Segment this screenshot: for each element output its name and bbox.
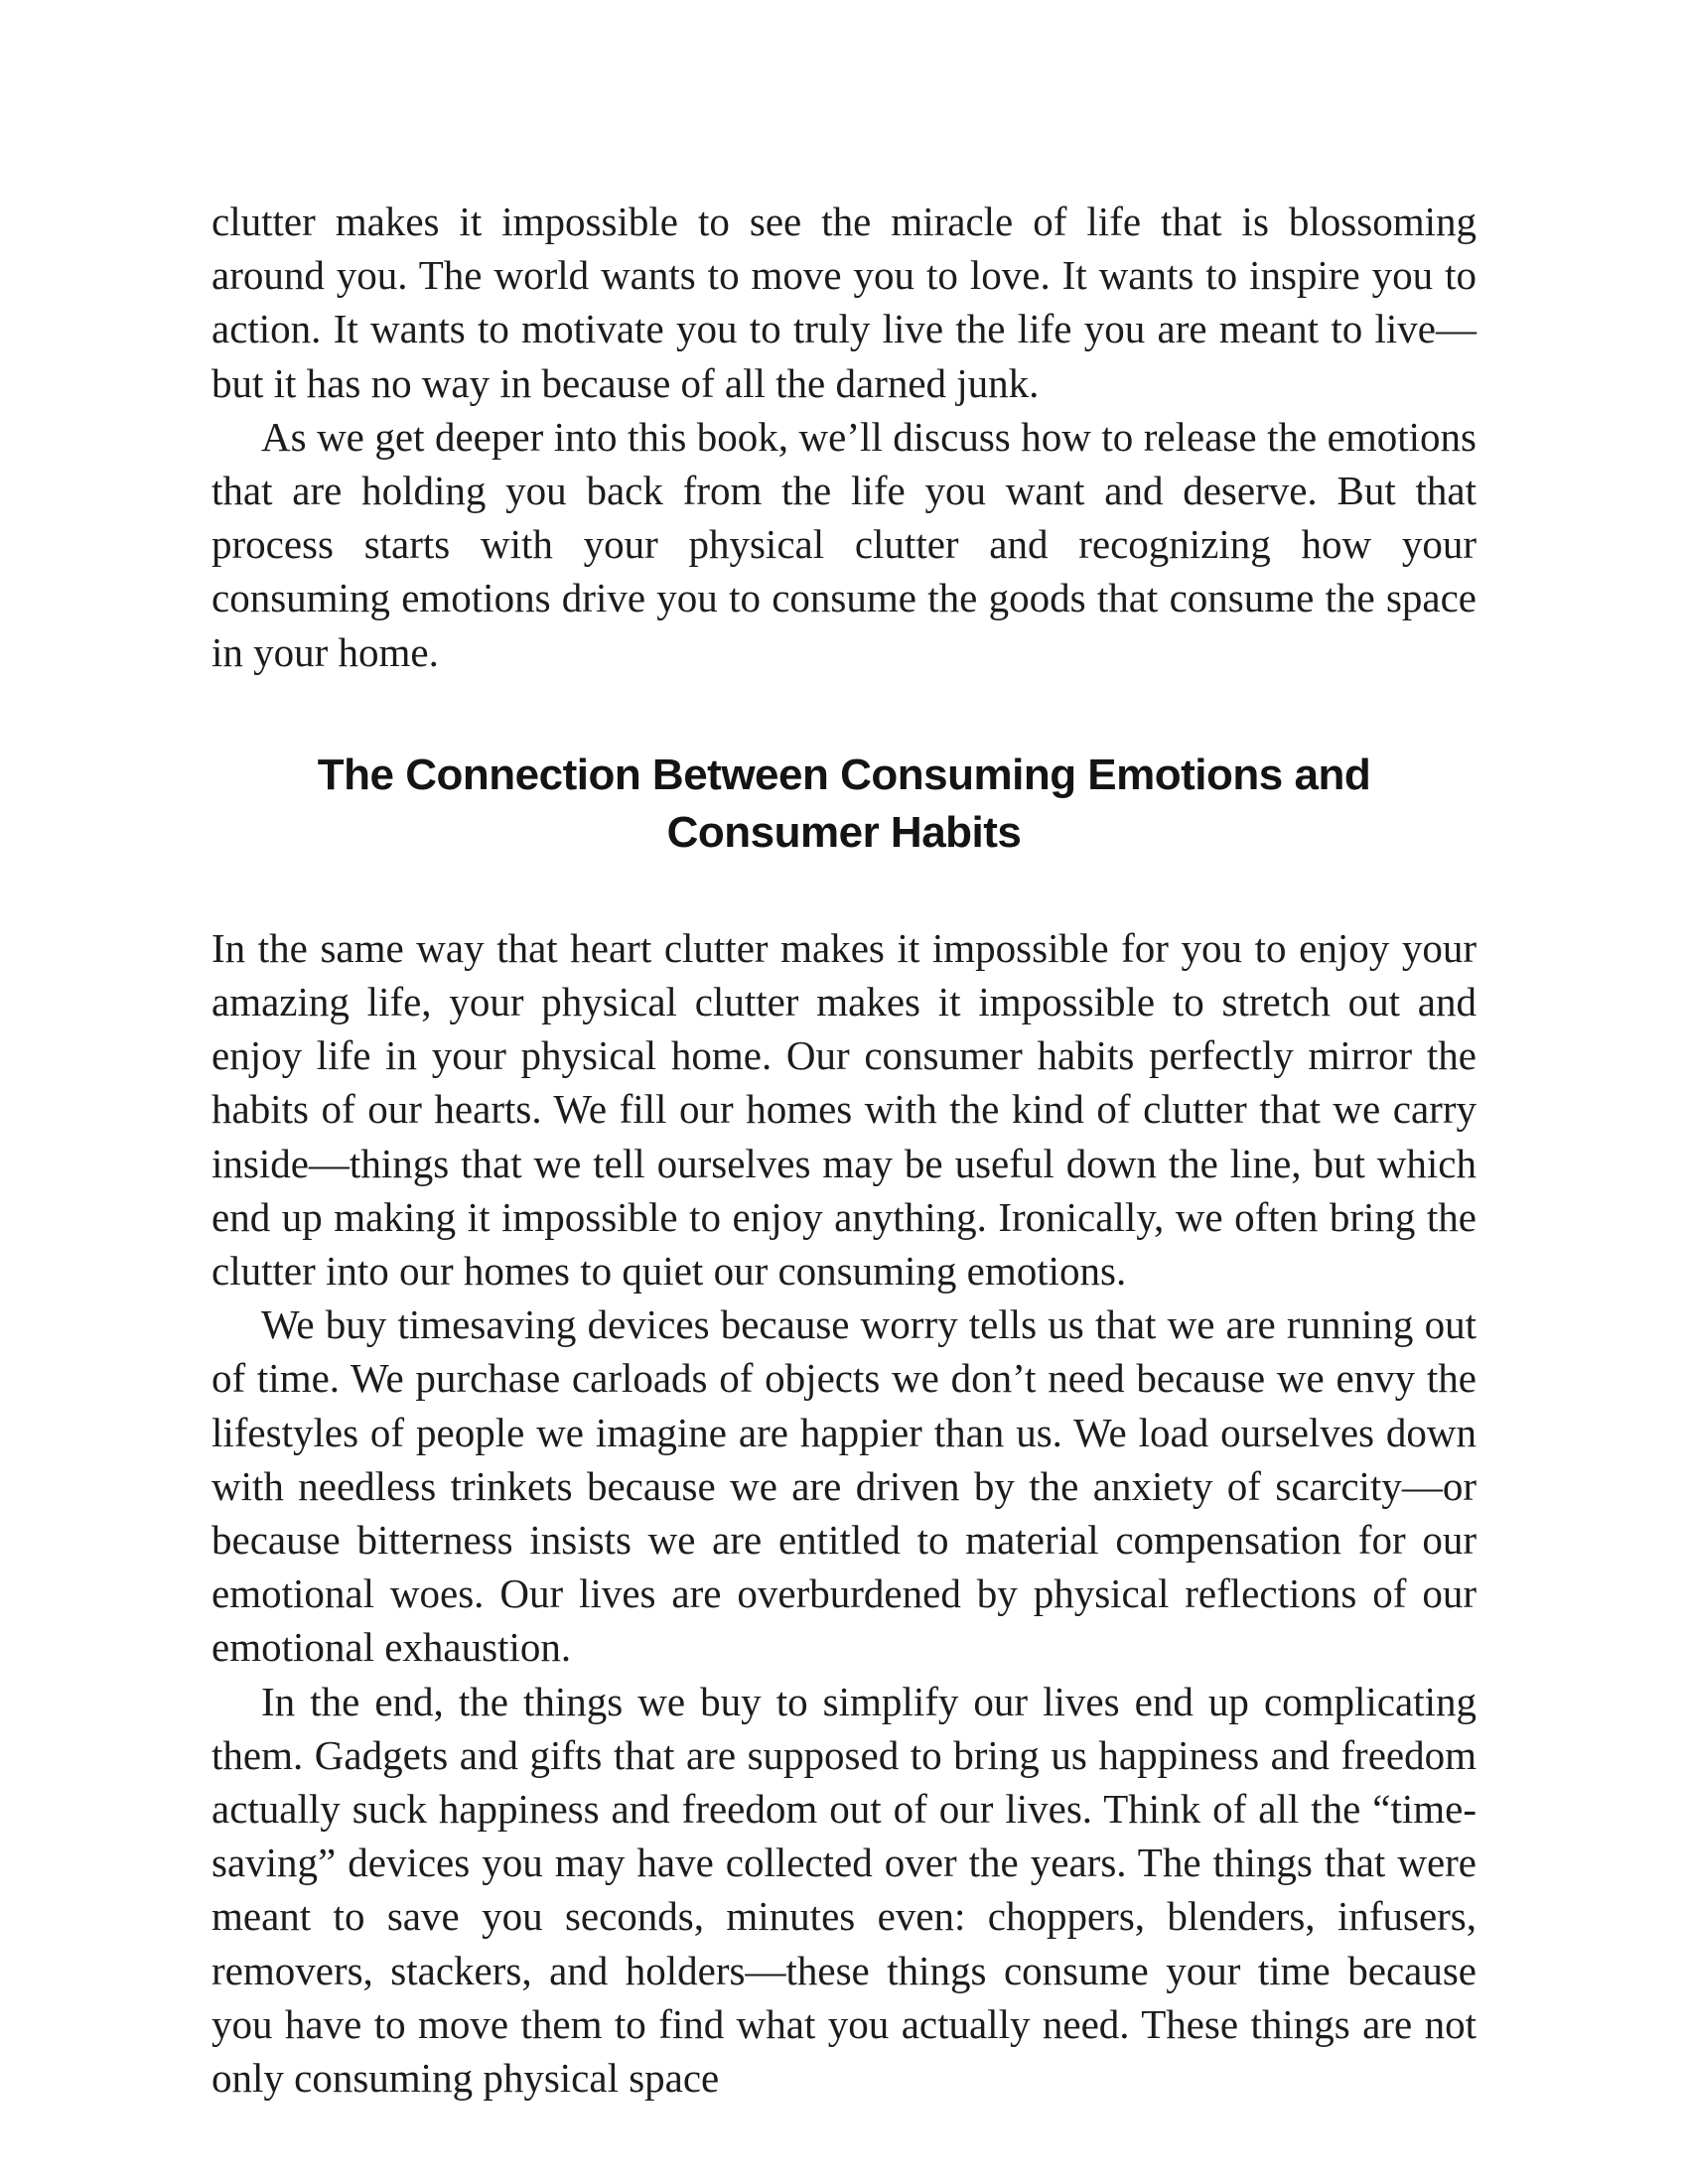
section-heading: The Connection Between Consuming Emotions and Consumer Habits xyxy=(317,750,1371,857)
book-page xyxy=(211,195,1477,2105)
paragraph-in-the-end: In the end, the things we buy to simplify our lives end up complicating them. Gadgets and gifts that are supposed to bring us happiness and freedom actually suck happiness and freedom out of our lives. Think of all the “time-saving” devices you may have collected over the years. The things that were meant to save you seconds, minutes even: choppers, blenders, infusers, removers, stackers, and holders—these things consume your time because you have to move them to find what you actually need. These things are not only consuming physical space xyxy=(211,1678,1477,2102)
paragraph-release-emotions: As we get deeper into this book, we’ll discuss how to release the emotions that are holding you back from the life you want and deserve. But that process starts with your physical clutter and recognizing how your consuming emotions drive you to consume the goods that consume the space in your home. xyxy=(211,413,1477,675)
paragraph-continuation: clutter makes it impossible to see the miracle of life that is blossoming around you. The world wants to move you to love. It wants to inspire you to action. It wants to motivate you to truly live the life you are meant to live—but it has no way in because of all the darned junk. xyxy=(211,199,1477,406)
paragraph-heart-clutter: In the same way that heart clutter makes it impossible for you to enjoy your amazing life, your physical clutter makes it impossible to stretch out and enjoy life in your physical home. Our consumer habits perfectly mirror the habits of our hearts. We fill our homes with the kind of clutter that we carry inside—things that we tell ourselves may be useful down the line, but which end up making it impossible to enjoy anything. Ironically, we often bring the clutter into our homes to quiet our consuming emotions. xyxy=(211,924,1477,1295)
paragraph-timesaving-devices: We buy timesaving devices because worry tells us that we are running out of time. We purchase carloads of objects we don’t need because we envy the lifestyles of people we imagine are happier than us. We load ourselves down with needless trinkets because we are driven by the anxiety of scarcity—or because bitterness insists we are entitled to material compensation for our emotional woes. Our lives are overburdened by physical reflections of our emotional exhaustion. xyxy=(211,1301,1477,1671)
